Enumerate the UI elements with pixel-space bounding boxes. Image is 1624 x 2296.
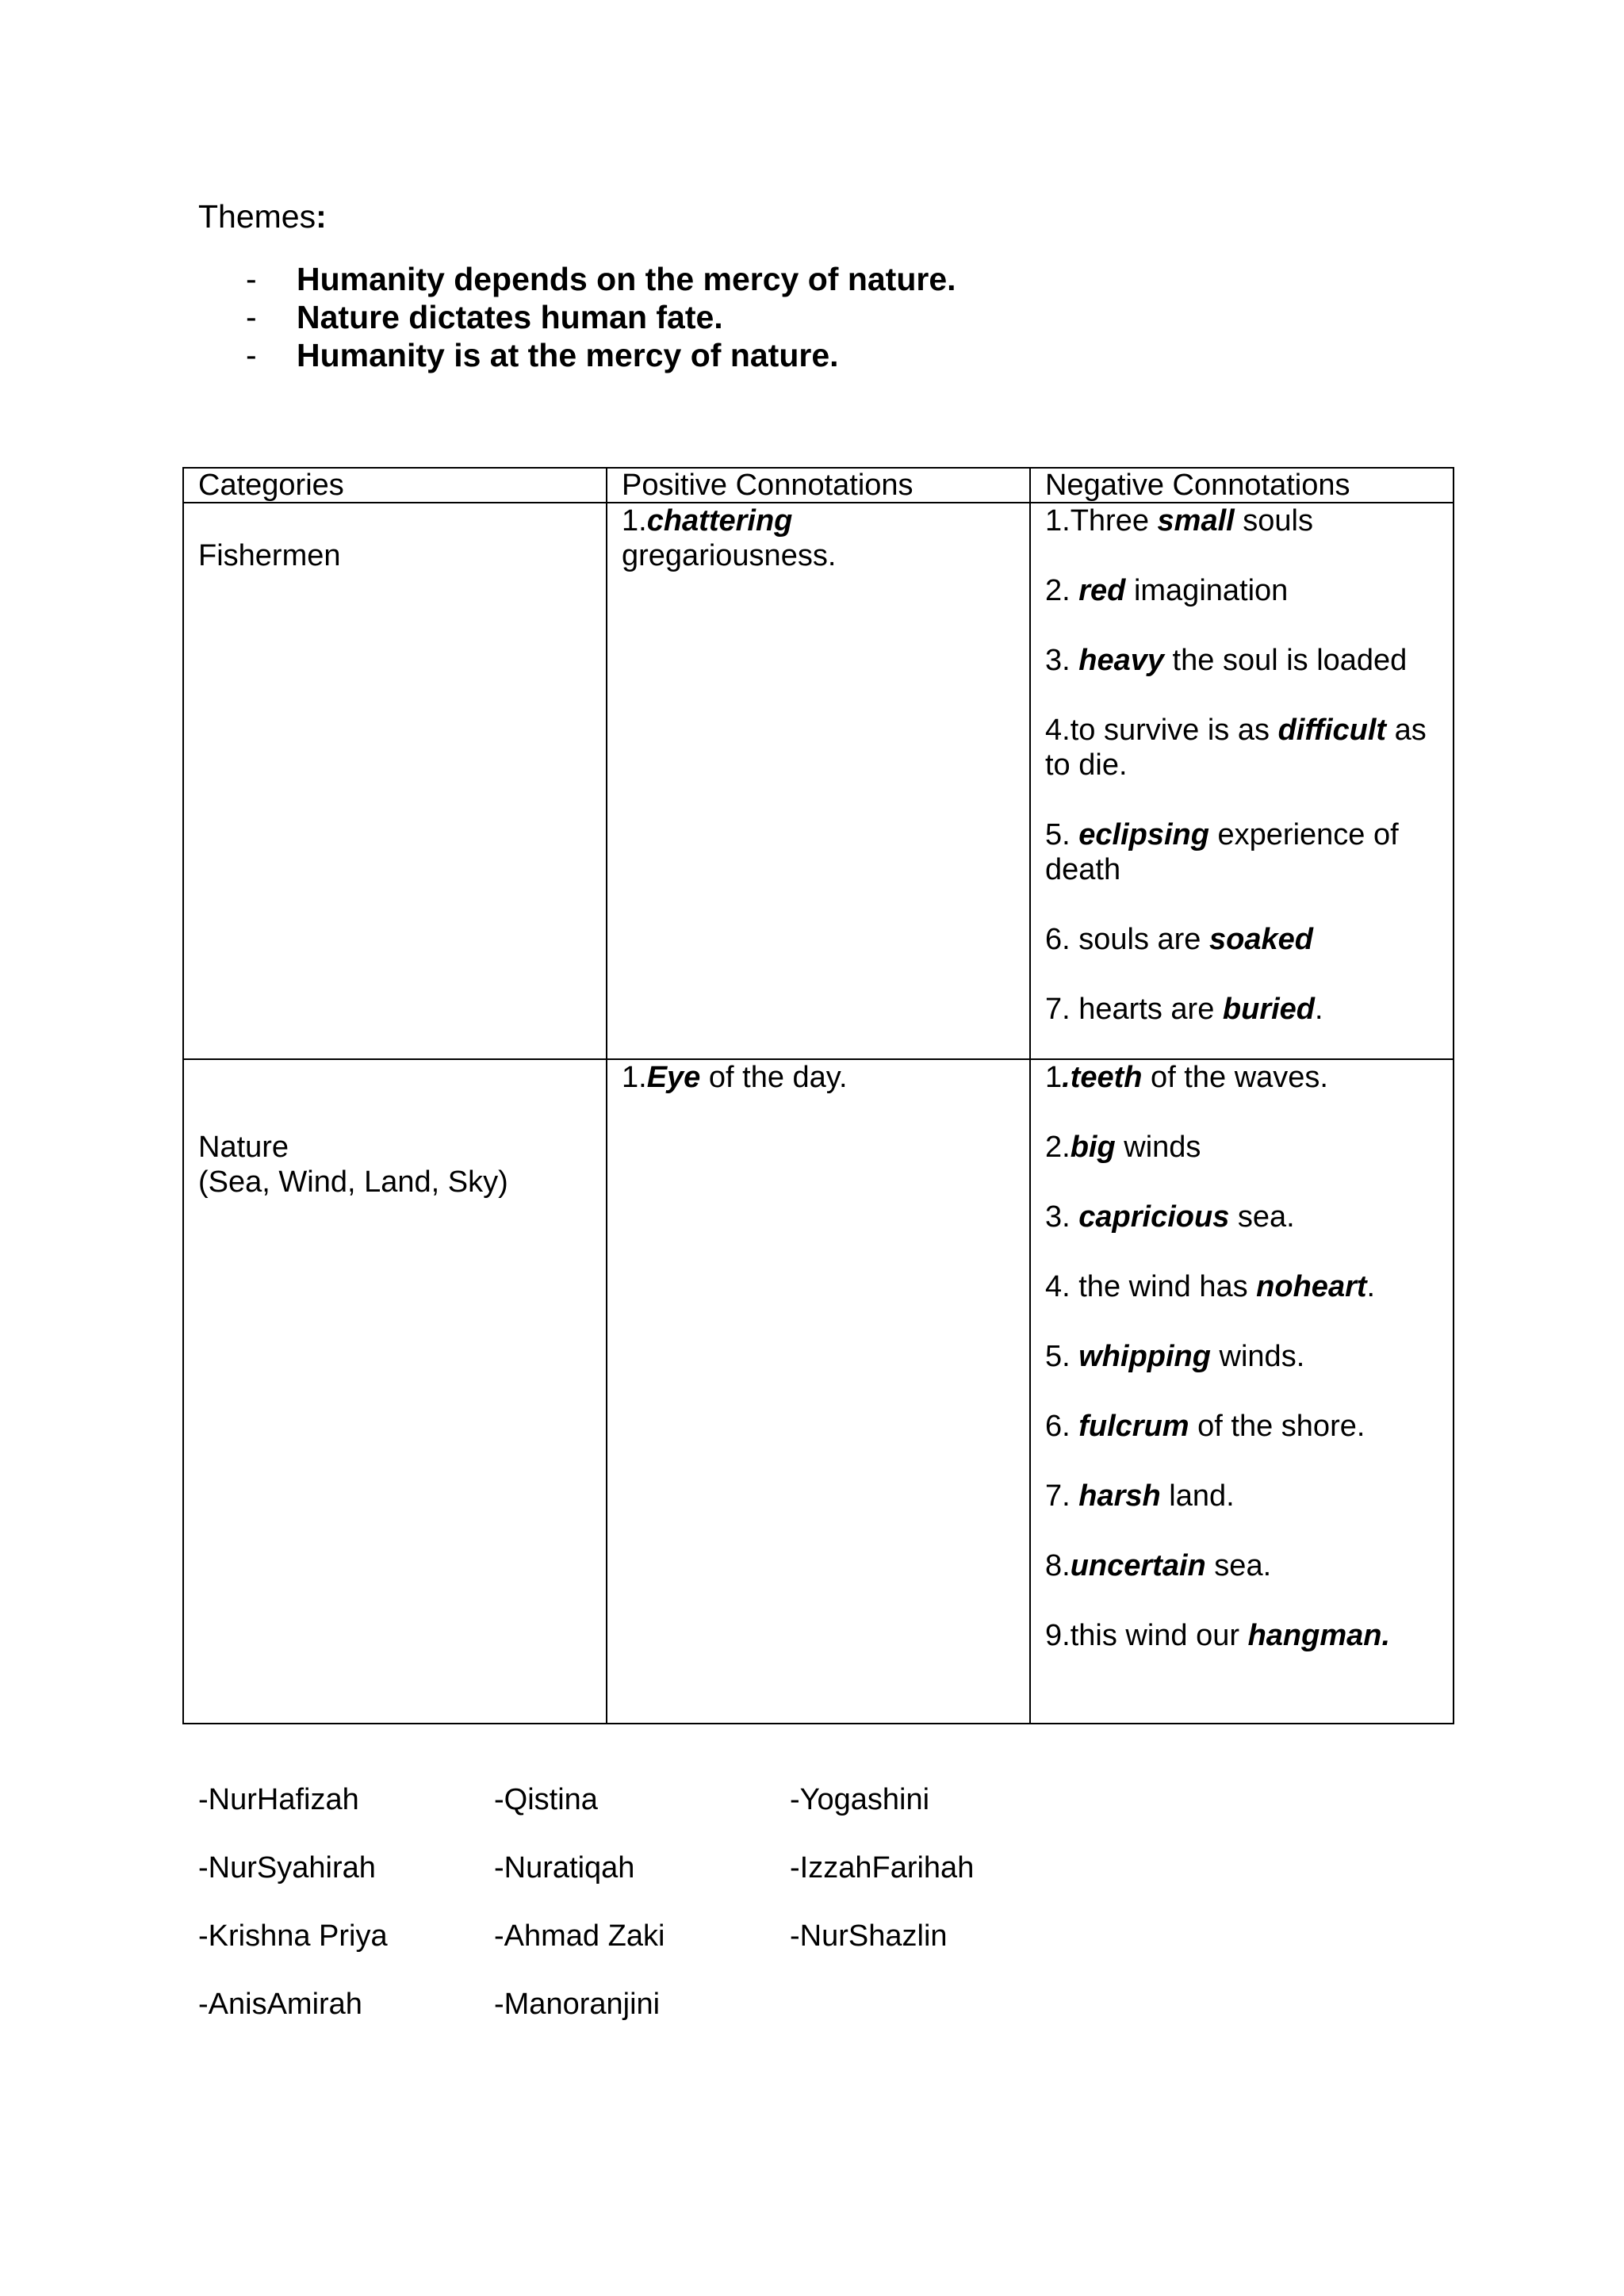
member-name: -AnisAmirah <box>198 1988 362 2021</box>
theme-text: Humanity is at the mercy of nature. <box>297 337 839 373</box>
entry-keyword: red <box>1078 574 1126 607</box>
header-negative: Negative Connotations <box>1030 468 1454 503</box>
member-name: -NurHafizah <box>198 1783 359 1816</box>
negative-entry <box>1045 1618 1438 1653</box>
member-name: -Qistina <box>494 1783 598 1816</box>
entry-suffix: experience of death <box>1045 818 1399 886</box>
entry-prefix: 7. <box>1045 1479 1079 1513</box>
nature-negative-cell <box>1030 1059 1454 1724</box>
entry-suffix: land. <box>1160 1479 1235 1513</box>
negative-entry <box>1045 1060 1438 1095</box>
member-name: -NurShazlin <box>790 1919 948 1953</box>
entry-keyword: .teeth <box>1062 1061 1143 1094</box>
member-name: -IzzahFarihah <box>790 1851 975 1885</box>
entry-prefix: 5. <box>1045 818 1079 851</box>
table-row-fishermen <box>183 503 1454 1059</box>
negative-entry <box>1045 922 1438 957</box>
entry-prefix: 7. hearts are <box>1045 993 1223 1026</box>
entry-suffix: . <box>1366 1270 1376 1303</box>
category-nature-sub: (Sea, Wind, Land, Sky) <box>198 1165 508 1199</box>
header-positive: Positive Connotations <box>607 468 1030 503</box>
entry-keyword: fulcrum <box>1078 1410 1189 1443</box>
entry-keyword: chattering <box>646 504 793 538</box>
negative-entry <box>1045 1409 1438 1444</box>
table-row-nature <box>183 1059 1454 1724</box>
theme-dash: - <box>246 337 257 373</box>
entry-prefix: 2. <box>1045 1131 1071 1164</box>
negative-entry <box>1045 713 1438 783</box>
entry-keyword: whipping <box>1078 1340 1211 1373</box>
entry-keyword: Eye <box>646 1061 701 1094</box>
category-fishermen: Fishermen <box>198 539 341 572</box>
negative-entry <box>1045 1269 1438 1304</box>
entry-prefix: 8. <box>1045 1549 1071 1582</box>
entry-prefix: 9.this wind our <box>1045 1619 1248 1652</box>
negative-entry <box>1045 1479 1438 1513</box>
entry-prefix: 6. souls are <box>1045 923 1209 956</box>
entry-prefix: 3. <box>1045 1200 1079 1234</box>
theme-dash: - <box>246 299 257 335</box>
entry-prefix: 4.to survive is as <box>1045 714 1278 747</box>
entry-suffix: of the shore. <box>1189 1410 1365 1443</box>
entry-keyword: heavy <box>1078 644 1164 677</box>
negative-entry <box>1045 992 1438 1027</box>
header-categories: Categories <box>183 468 607 503</box>
fishermen-positive-cell <box>607 503 1030 1059</box>
entry-prefix: 1. <box>622 1061 647 1094</box>
entry-prefix: 4. the wind has <box>1045 1270 1257 1303</box>
member-name: -Nuratiqah <box>494 1851 635 1885</box>
nature-category-cell <box>183 1059 607 1724</box>
themes-heading-colon: : <box>316 198 327 235</box>
entry-prefix: 1 <box>1045 1061 1063 1094</box>
entry-suffix: winds. <box>1210 1340 1305 1373</box>
table-header-row <box>183 468 1454 503</box>
entry-suffix: souls <box>1234 504 1313 538</box>
member-name: -Manoranjini <box>494 1988 661 2021</box>
theme-text: Humanity depends on the mercy of nature. <box>297 261 956 297</box>
entry-suffix: imagination <box>1125 574 1289 607</box>
entry-keyword: small <box>1157 504 1235 538</box>
entry-suffix: the soul is loaded <box>1164 644 1408 677</box>
entry-keyword: soaked <box>1209 923 1313 956</box>
entry-keyword: noheart <box>1256 1270 1367 1303</box>
themes-heading-text: Themes <box>198 198 316 235</box>
member-name: -Ahmad Zaki <box>494 1919 665 1953</box>
entry-keyword: capricious <box>1078 1200 1230 1234</box>
category-nature: Nature <box>198 1131 289 1164</box>
nature-positive-cell <box>607 1059 1030 1724</box>
negative-entry <box>1045 503 1438 538</box>
positive-entry <box>622 1060 1015 1095</box>
negative-entry <box>1045 817 1438 887</box>
connotations-table <box>182 467 1454 1724</box>
negative-entry <box>1045 573 1438 608</box>
negative-entry <box>1045 1548 1438 1583</box>
entry-keyword: difficult <box>1277 714 1387 747</box>
entry-prefix: 1. <box>622 504 647 538</box>
negative-entry <box>1045 643 1438 678</box>
entry-suffix: sea. <box>1205 1549 1272 1582</box>
member-name: -Yogashini <box>790 1783 930 1816</box>
entry-keyword: uncertain <box>1070 1549 1206 1582</box>
negative-entry <box>1045 1339 1438 1374</box>
theme-dash: - <box>246 261 257 297</box>
member-name: -NurSyahirah <box>198 1851 376 1885</box>
entry-prefix: 2. <box>1045 574 1079 607</box>
entry-suffix: sea. <box>1229 1200 1295 1234</box>
fishermen-category-cell <box>183 503 607 1059</box>
entry-keyword: hangman. <box>1247 1619 1391 1652</box>
negative-entry <box>1045 1200 1438 1234</box>
entry-suffix: gregariousness. <box>622 539 837 572</box>
entry-keyword: harsh <box>1078 1479 1161 1513</box>
fishermen-negative-cell <box>1030 503 1454 1059</box>
entry-keyword: big <box>1070 1131 1116 1164</box>
entry-suffix: as to die. <box>1045 714 1427 782</box>
entry-prefix: 5. <box>1045 1340 1079 1373</box>
themes-heading <box>198 197 327 236</box>
entry-suffix: of the day. <box>700 1061 848 1094</box>
negative-entry <box>1045 1130 1438 1165</box>
entry-suffix: of the waves. <box>1142 1061 1328 1094</box>
entry-prefix: 1.Three <box>1045 504 1158 538</box>
entry-keyword: buried <box>1222 993 1316 1026</box>
entry-suffix: winds <box>1115 1131 1201 1164</box>
entry-keyword: eclipsing <box>1078 818 1209 851</box>
member-name: -Krishna Priya <box>198 1919 388 1953</box>
entry-prefix: 6. <box>1045 1410 1079 1443</box>
entry-suffix: . <box>1315 993 1323 1026</box>
entry-prefix: 3. <box>1045 644 1079 677</box>
positive-entry <box>622 503 1015 573</box>
theme-text: Nature dictates human fate. <box>297 299 723 335</box>
